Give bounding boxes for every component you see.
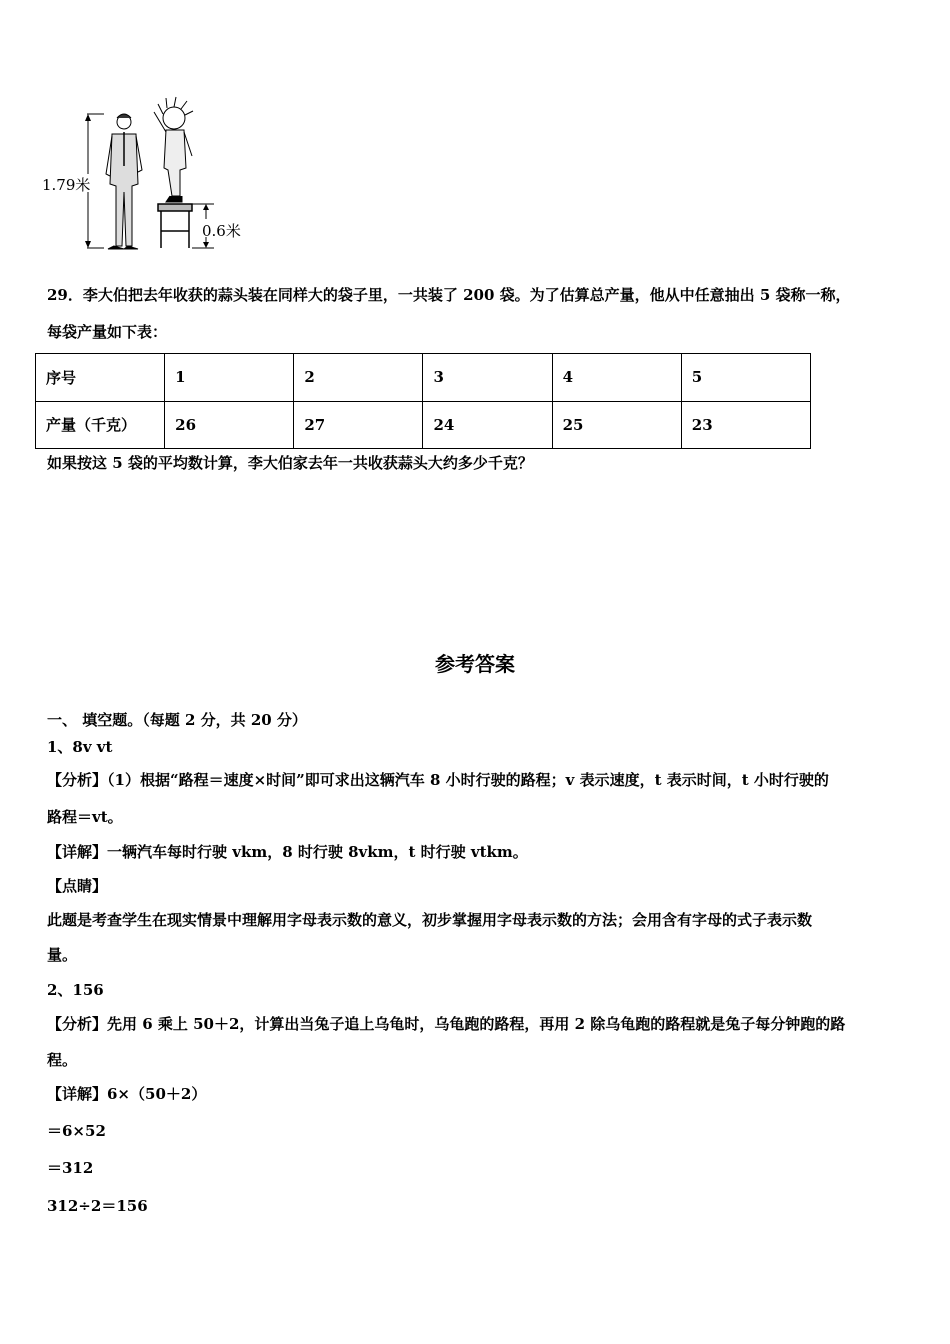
table-cell: 序号	[36, 354, 165, 402]
stool	[158, 204, 192, 248]
table-cell: 3	[423, 354, 552, 402]
answer-2-step2: ＝312	[47, 1159, 94, 1177]
table-cell: 25	[552, 401, 681, 449]
answer-1-point-title: 【点睛】	[47, 877, 108, 895]
stool-height-label: 0.6米	[202, 222, 241, 240]
table-cell: 26	[165, 401, 294, 449]
answer-1-head: 1、8v vt	[47, 738, 113, 756]
answer-2-head: 2、156	[47, 981, 104, 999]
table-cell: 23	[681, 401, 810, 449]
table-cell: 5	[681, 354, 810, 402]
table-cell: 2	[294, 354, 423, 402]
table-row	[36, 401, 811, 449]
q29-question: 如果按这 5 袋的平均数计算，李大伯家去年一共收获蒜头大约多少千克？	[47, 454, 533, 472]
q29-line2: 每袋产量如下表：	[47, 323, 168, 341]
answer-2-detail: 【详解】6×（50＋2）	[47, 1085, 207, 1103]
table-cell: 4	[552, 354, 681, 402]
answer-2-analysis-cont: 程。	[47, 1051, 78, 1069]
answers-title: 参考答案	[435, 652, 515, 676]
answer-1-analysis-cont: 路程＝vt。	[47, 808, 123, 826]
man-height-label: 1.79米	[42, 176, 91, 194]
answer-1-point-cont: 量。	[47, 946, 78, 964]
answer-2-step1: ＝6×52	[47, 1122, 106, 1140]
answer-1-detail: 【详解】一辆汽车每时行驶 vkm，8 时行驶 8vkm，t 时行驶 vtkm。	[47, 843, 528, 861]
answer-1-point: 此题是考查学生在现实情景中理解用字母表示数的意义，初步掌握用字母表示数的方法；会用含有字母的式子表示数	[47, 911, 813, 929]
table-row	[36, 354, 811, 402]
man-figure	[106, 114, 142, 249]
table-cell: 27	[294, 401, 423, 449]
answer-2-step3: 312÷2＝156	[47, 1197, 148, 1215]
table-cell: 24	[423, 401, 552, 449]
child-figure	[154, 97, 193, 202]
table-cell: 1	[165, 354, 294, 402]
table-cell: 产量（千克）	[36, 401, 165, 449]
height-comparison-figure	[42, 96, 252, 256]
yield-table	[35, 353, 811, 449]
answer-2-analysis: 【分析】先用 6 乘上 50＋2，计算出当兔子追上乌龟时，乌龟跑的路程，再用 2 除乌龟跑的路程就是兔子每分钟跑的路	[47, 1015, 846, 1033]
section-heading: 一、 填空题。（每题 2 分，共 20 分）	[47, 711, 307, 729]
answer-1-analysis: 【分析】（1）根据“路程＝速度×时间”即可求出这辆汽车 8 小时行驶的路程；v 表示速度，t 表示时间，t 小时行驶的	[47, 771, 829, 789]
q29-line1: 29．李大伯把去年收获的蒜头装在同样大的袋子里，一共装了 200 袋。为了估算总产量，他从中任意抽出 5 袋称一称，	[47, 286, 851, 304]
